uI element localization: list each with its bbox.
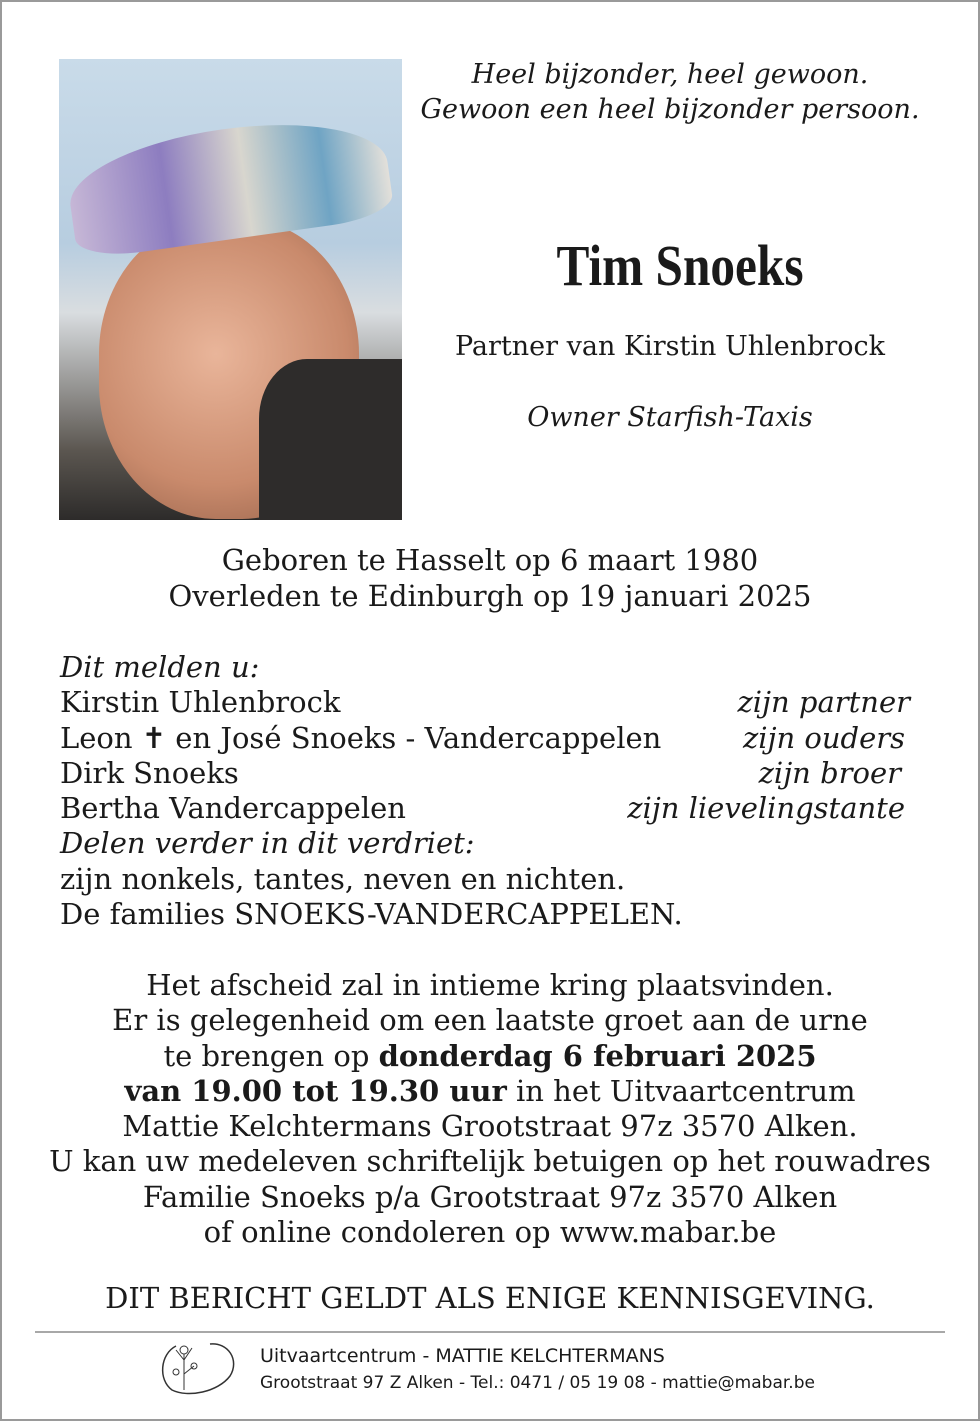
member-relation: zijn lievelingstante	[627, 791, 905, 826]
ceremony-line: Er is gelegenheid om een laatste groet aan de urne	[112, 1003, 868, 1038]
divider	[35, 1331, 945, 1333]
death-line: Overleden te Edinburgh op 19 januari 2025	[168, 579, 812, 613]
notice: DIT BERICHT GELDT ALS ENIGE KENNISGEVING.	[105, 1281, 875, 1315]
ceremony-line: of online condoleren op www.mabar.be	[203, 1215, 777, 1250]
family-intro: Dit melden u:	[60, 650, 260, 684]
flower-logo-icon	[158, 1340, 238, 1396]
birth-line: Geboren te Hasselt op 6 maart 1980	[221, 543, 759, 577]
member-name: Kirstin Uhlenbrock	[60, 685, 341, 720]
member-name: Dirk Snoeks	[60, 755, 239, 790]
others-line: zijn nonkels, tantes, neven en nichten.	[60, 861, 626, 896]
quote-line: Heel bijzonder, heel gewoon.	[471, 59, 869, 90]
member-relation: zijn broer	[758, 755, 901, 790]
share-intro: Delen verder in dit verdriet:	[60, 826, 475, 861]
family-list	[60, 650, 910, 932]
ceremony-line: Het afscheid zal in intieme kring plaatsvinden.	[146, 968, 834, 1002]
list-item	[60, 721, 910, 756]
ceremony-line: U kan uw medeleven schriftelijk betuigen op het rouwadres	[49, 1144, 931, 1179]
list-item	[60, 756, 910, 791]
text: in het Uitvaartcentrum	[506, 1073, 856, 1108]
ceremony-line	[0, 1074, 980, 1109]
ceremony-info	[0, 968, 980, 1250]
ceremony-time: van 19.00 tot 19.30 uur	[124, 1073, 507, 1108]
list-item	[60, 685, 910, 720]
member-name: Leon ✝ en José Snoeks - Vandercappelen	[60, 720, 662, 755]
ceremony-date: donderdag 6 februari 2025	[378, 1038, 817, 1073]
list-item	[60, 791, 910, 826]
ceremony-line: Mattie Kelchtermans Grootstraat 97z 3570 Alken.	[122, 1109, 858, 1144]
dates	[0, 542, 980, 614]
ceremony-line: Familie Snoeks p/a Grootstraat 97z 3570 Alken	[142, 1179, 838, 1214]
others-line: De families SNOEKS-VANDERCAPPELEN.	[60, 897, 683, 932]
occupation: Owner Starfish-Taxis	[527, 402, 813, 433]
portrait-photo	[59, 59, 402, 520]
deceased-name: Tim Snoeks	[556, 233, 804, 298]
funeral-home-contact: Grootstraat 97 Z Alken - Tel.: 0471 / 05 19 08 - mattie@mabar.be	[260, 1373, 815, 1393]
member-name: Bertha Vandercappelen	[60, 791, 406, 826]
member-relation: zijn ouders	[742, 720, 905, 755]
funeral-home-name: Uitvaartcentrum - MATTIE KELCHTERMANS	[260, 1345, 665, 1367]
text: te brengen op	[163, 1038, 379, 1073]
member-relation: zijn partner	[737, 685, 910, 720]
partner-line: Partner van Kirstin Uhlenbrock	[454, 331, 886, 362]
ceremony-line	[0, 1039, 980, 1074]
quote-line: Gewoon een heel bijzonder persoon.	[420, 94, 920, 125]
quote	[420, 57, 920, 127]
